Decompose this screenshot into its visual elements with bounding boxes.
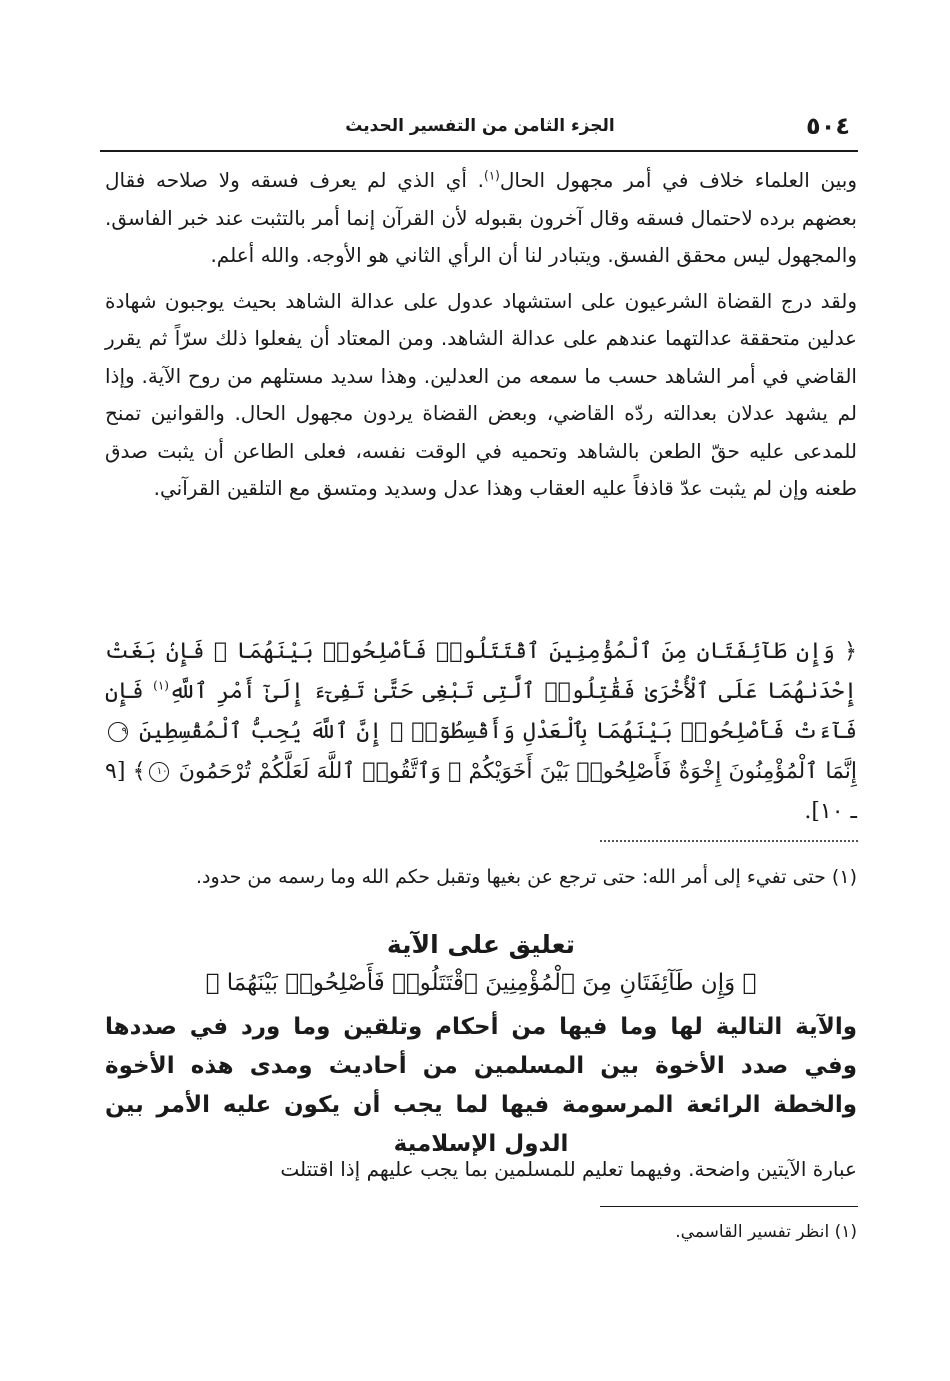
running-header: [100, 112, 860, 148]
paragraph-1-rest: . أي الذي لم يعرف فسقه ولا صلاحه فقال بعضهم برده لاحتمال فسقه وقال آخرون بقبوله لأن القرآن إنما أمر بالتثبت عند خبر الفاسق. والمجهول ليس محقق الفسق. ويتبادر لنا أن الرأي الثاني هو الأوجه. والله أعلم.: [105, 168, 857, 267]
verse-citation: [٩ ـ ١٠].: [105, 759, 857, 824]
verse-close-bracket: ﴾: [132, 759, 146, 784]
verse-part-2: فَإِن فَآءَتْ فَأَصْلِحُوا۟ بَيْنَهُمَا بِٱلْعَدْلِ وَأَقْسِطُوٓا۟ ۖ إِنَّ ٱللَّهَ يُحِبُّ ٱلْمُقْسِطِينَ: [105, 679, 857, 744]
page-footnote: (١) انظر تفسير القاسمي.: [675, 1222, 857, 1242]
footnote-rule: [600, 1206, 858, 1207]
body-text: [105, 162, 857, 508]
quran-verse-block: [105, 632, 857, 832]
page-number: ٥٠٤: [806, 112, 850, 140]
paragraph-unknown-status: [105, 162, 857, 275]
section-heading: تعليق على الآية: [386, 930, 576, 959]
paragraph-explanation: عبارة الآيتين واضحة. وفيهما تعليم للمسلمين بما يجب عليهم إذا اقتتلت: [280, 1157, 857, 1181]
header-rule: [100, 150, 858, 152]
verse-footnote: (١) حتى تفيء إلى أمر الله: حتى ترجع عن بغيها وتقبل حكم الله وما رسمه من حدود.: [195, 866, 857, 888]
ayah-number-9: ٩: [108, 722, 128, 742]
paragraph-1-start: وبين العلماء خلاف في أمر مجهول الحال: [499, 168, 857, 192]
ayah-number-10: ١٠: [149, 762, 169, 782]
section-verse-quote: ﴿ وَإِن طَآئِفَتَانِ مِنَ ٱلْمُؤْمِنِينَ ٱقْتَتَلُوا۟ فَأَصْلِحُوا۟ بَيْنَهُمَا ﴾: [205, 970, 757, 996]
verse-footnote-ref: (١): [153, 678, 169, 693]
footnote-ref: (١): [484, 168, 500, 183]
verse-open-bracket: ﴿: [844, 639, 858, 664]
running-title: الجزء الثامن من التفسير الحديث: [345, 116, 615, 136]
paragraph-judges-practice: ولقد درج القضاة الشرعيون على استشهاد عدول على عدالة الشاهد بحيث يوجبون شهادة عدلين متحققة عدالتهما عندهم على عدالة الشاهد. ومن المعتاد أن يفعلوا ذلك سرّاً ثم يقرر القاضي في أمر الشاهد حسب ما سمعه من العدلين. وهذا سديد مستلهم من روح الآية. وإذا لم يشهد عدلان بعدالته ردّه القاضي، وبعض القضاة يردون مجهول الحال. والقوانين تمنح للمدعى عليه حقّ الطعن بالشاهد وتحميه في الوقت نفسه، فعلى الطاعن أن يثبت صدق طعنه وإن لم يثبت عدّ قاذفاً عليه العقاب وهذا عدل وسديد ومتسق مع التلقين القرآني.: [105, 288, 857, 500]
section-subtitle: والآية التالية لها وما فيها من أحكام وتلقين وما ورد في صددها وفي صدد الأخوة بين المسلمين من أحاديث ومدى هذه الأخوة والخطة الرائعة المرسومة فيها لما يجب أن يكون عليه الأمر بين الدول الإسلامية: [105, 1014, 857, 1157]
verse-part-1: وَإِن طَآئِفَتَانِ مِنَ ٱلْمُؤْمِنِينَ ٱقْتَتَلُوا۟ فَأَصْلِحُوا۟ بَيْنَهُمَا ۖ فَإِنۢ بَغَتْ إِحْدَىٰهُمَا عَلَى ٱلْأُخْرَىٰ فَقَٰتِلُوا۟ ٱلَّتِى تَبْغِى حَتَّىٰ تَفِىٓءَ إِلَىٰٓ أَمْرِ ٱللَّهِ: [105, 639, 857, 704]
verse-part-3: إِنَّمَا ٱلْمُؤْمِنُونَ إِخْوَةٌ فَأَصْلِحُوا۟ بَيْنَ أَخَوَيْكُمْ ۚ وَٱتَّقُوا۟ ٱللَّهَ لَعَلَّكُمْ تُرْحَمُونَ: [178, 759, 857, 784]
dotted-separator: [600, 840, 858, 842]
